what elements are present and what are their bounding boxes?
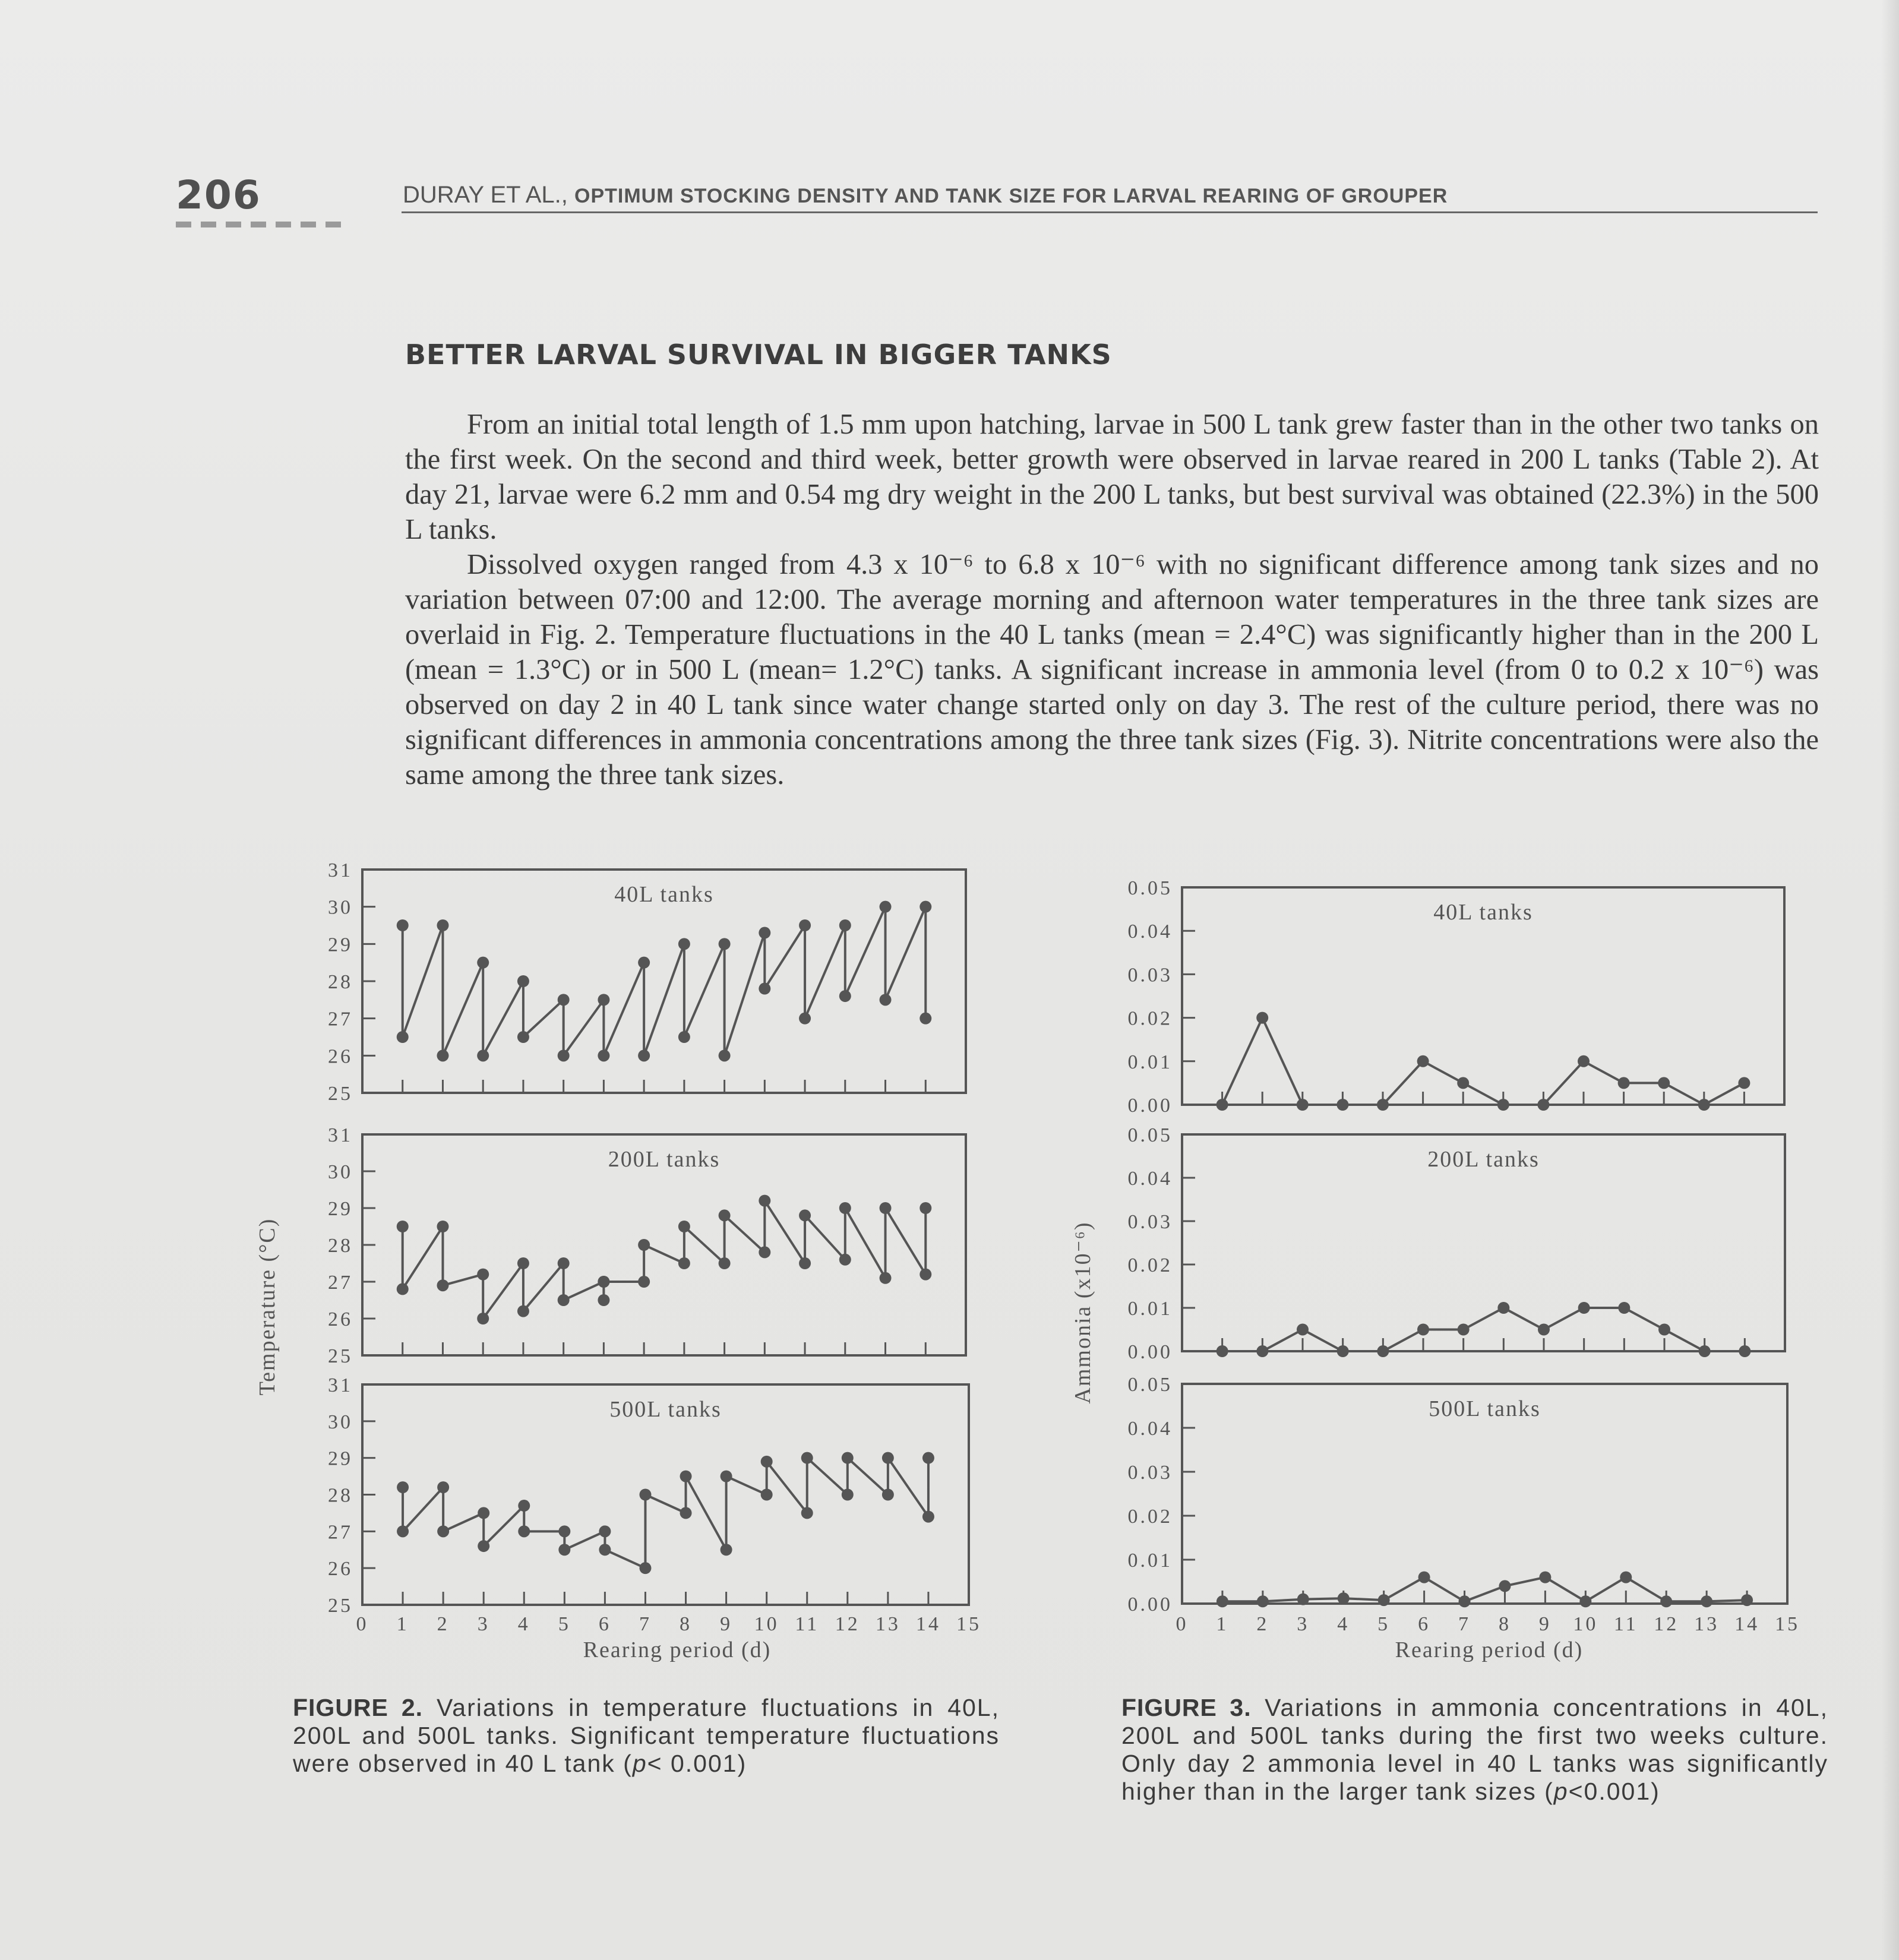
fig2-panel-2-ytick-label: 27 (328, 1272, 353, 1294)
fig3-panel-2-title: 200L tanks (1427, 1147, 1540, 1172)
fig3-panel-3-data-point (1459, 1595, 1471, 1607)
fig2-panel-3-data-point (639, 1489, 651, 1501)
fig2-panel-2-data-point (397, 1221, 409, 1232)
figure2-caption-p: p (632, 1750, 647, 1777)
fig3-panel-2-data-point (1739, 1345, 1751, 1357)
fig2-panel-3-data-point (882, 1489, 894, 1501)
fig3-panel-3-title: 500L tanks (1429, 1396, 1541, 1421)
fig3-panel-1-data-point (1738, 1077, 1750, 1089)
fig3-panel-1-data-point (1658, 1077, 1670, 1089)
fig3-panel-3-data-point (1217, 1595, 1228, 1607)
fig2-panel-2-data-point (397, 1283, 409, 1295)
fig3-panel-1-ytick-label: 0.02 (1127, 1007, 1173, 1030)
fig3-panel-1-data-point (1297, 1099, 1309, 1111)
fig3-panel-2-data-point (1699, 1345, 1711, 1357)
fig2-panel-3-ytick-label: 29 (328, 1447, 353, 1470)
fig3-xtick-label: 8 (1498, 1613, 1511, 1635)
fig2-panel-1-data-point (799, 1013, 811, 1025)
fig2-panel-2-data-point (558, 1294, 570, 1306)
fig3-panel-3-ytick-label: 0.04 (1127, 1418, 1173, 1440)
fig2-panel-3-data-point (680, 1471, 692, 1482)
fig2-xtick-label: 7 (639, 1613, 652, 1635)
fig2-panel-2-ytick-label: 30 (328, 1161, 353, 1183)
fig3-panel-2-data-point (1458, 1324, 1470, 1336)
fig2-panel-3-data-point (397, 1481, 409, 1493)
paragraph-2: Dissolved oxygen ranged from 4.3 x 10⁻⁶ to 6.8 x 10⁻⁶ with no significant difference among tank sizes and no variation between 07:00 and 12:00. The average morning and afternoon water temperatures in the three tank sizes are overlaid in Fig. 2. Temperature fluctuations in the 40 L tanks (mean = 2.4°C) was significantly higher than in the 200 L (mean = 1.3°C) or in 500 L (mean= 1.2°C) tanks. A significant increase in ammonia level (from 0 to 0.2 x 10⁻⁶) was observed on day 2 in 40 L tank since water change started only on day 3. The rest of the culture period, there was no significant differences in ammonia concentrations among the three tank sizes (Fig. 3). Nitrite concentrations were also the same among the three tank sizes. (405, 549, 1819, 791)
fig2-panel-1-data-point (477, 957, 489, 969)
fig3-panel-2-ytick-label: 0.04 (1127, 1168, 1173, 1190)
fig2-panel-1-data-point (517, 1031, 529, 1043)
fig3-panel-3-data-point (1499, 1580, 1511, 1592)
fig3-panel-2-data-point (1538, 1324, 1550, 1336)
fig2-panel-3-title: 500L tanks (609, 1397, 722, 1422)
fig2-panel-2-data-point (598, 1294, 609, 1306)
fig2-panel-3-data-point (882, 1452, 894, 1464)
fig2-panel-3-data-point (721, 1471, 732, 1482)
fig2-panel-2-data-point (880, 1202, 892, 1214)
fig2-xtick-label: 13 (875, 1613, 900, 1635)
fig3-panel-2-ytick-label: 0.00 (1127, 1341, 1173, 1363)
fig2-panel-2-ytick-label: 25 (328, 1345, 353, 1367)
fig2-panel-2-ytick-label: 31 (328, 1124, 353, 1146)
fig2-panel-3-data-point (558, 1544, 570, 1556)
fig2-panel-3-data-point (721, 1544, 732, 1556)
fig2-panel-2-data-point (719, 1209, 731, 1221)
fig2-panel-1-data-point (638, 957, 650, 969)
fig3-panel-1-ytick-label: 0.04 (1127, 921, 1173, 943)
fig2-panel-3-data-point (397, 1525, 409, 1537)
fig3-panel-3-data-point (1660, 1595, 1672, 1607)
fig2-panel-2-data-point (759, 1195, 770, 1207)
running-head-title: OPTIMUM STOCKING DENSITY AND TANK SIZE FOR LARVAL REARING OF GROUPER (574, 185, 1448, 207)
fig3-xtick-label: 14 (1734, 1613, 1760, 1635)
fig3-panel-1-ytick-label: 0.01 (1127, 1051, 1173, 1073)
fig2-panel-3-data-point (437, 1481, 449, 1493)
fig3-xtick-label: 13 (1694, 1613, 1720, 1635)
fig2-panel-3-data-point (761, 1456, 773, 1468)
fig2-panel-2-data-point (638, 1276, 650, 1288)
fig2-panel-1-data-point (759, 927, 770, 939)
fig2-panel-3-data-point (599, 1544, 611, 1556)
fig2-panel-1-ytick-label: 30 (328, 896, 353, 919)
fig3-panel-2-ytick-label: 0.02 (1127, 1254, 1173, 1276)
fig2-panel-3-ytick-label: 31 (328, 1374, 353, 1396)
fig2-panel-2-data-point (839, 1202, 851, 1214)
fig3-panel-3-data-point (1579, 1595, 1591, 1607)
fig2-panel-3-data-point (680, 1507, 692, 1519)
fig2-panel-2-ytick-label: 29 (328, 1198, 353, 1220)
fig3-panel-1-data-point (1417, 1055, 1429, 1067)
fig3-panel-3-data-point (1338, 1592, 1350, 1604)
fig3-panel-3-data-point (1378, 1594, 1390, 1606)
page-number: 206 (176, 172, 261, 218)
fig2-panel-2-ytick-label: 26 (328, 1308, 353, 1330)
fig2-panel-2-data-point (678, 1257, 690, 1269)
fig2-panel-3-data-point (801, 1452, 813, 1464)
figure3-caption-p: p (1553, 1778, 1569, 1805)
fig2-xtick-label: 10 (754, 1613, 779, 1635)
fig2-xtick-label: 5 (558, 1613, 571, 1635)
fig2-panel-1-data-point (517, 975, 529, 987)
fig3-xtick-label: 10 (1573, 1613, 1598, 1635)
fig2-panel-3-data-point (478, 1507, 489, 1519)
fig2-panel-3-ytick-label: 26 (328, 1558, 353, 1580)
fig2-xtick-label: 12 (835, 1613, 860, 1635)
fig2-panel-3-ytick-label: 27 (328, 1521, 353, 1544)
fig2-panel-1-data-point (558, 1049, 570, 1061)
fig2-panel-2-data-point (678, 1221, 690, 1232)
fig2-panel-1-data-point (598, 1049, 609, 1061)
fig2-xtick-label: 4 (517, 1613, 530, 1635)
fig2-panel-2-data-point (759, 1246, 770, 1258)
fig3-panel-3-data-point (1620, 1572, 1632, 1583)
fig3-panel-3-data-point (1741, 1594, 1753, 1606)
fig2-panel-3-data-point (842, 1489, 854, 1501)
fig2-panel-2-data-point (920, 1202, 931, 1214)
fig3-panel-1-data-point (1537, 1099, 1549, 1111)
fig2-panel-1-data-point (920, 1013, 931, 1025)
fig2-panel-1-data-point (678, 1031, 690, 1043)
figure3-caption-text: Variations in ammonia concentrations in 40L, 200L and 500L tanks during the first two weeks culture. Only day 2 ammonia level in 40 L tanks was significantly higher than in the larger tank sizes ( (1121, 1694, 1828, 1805)
fig2-panel-1-data-point (719, 938, 731, 950)
figure3-caption-label: FIGURE 3. (1121, 1694, 1252, 1721)
fig3-xtick-label: 1 (1216, 1613, 1229, 1635)
fig3-panel-1-data-point (1336, 1099, 1348, 1111)
fig2-panel-2-data-point (477, 1269, 489, 1281)
fig2-panel-2-data-point (719, 1257, 731, 1269)
fig2-panel-1-ytick-label: 25 (328, 1083, 353, 1105)
fig2-panel-2-data-point (839, 1254, 851, 1266)
fig2-panel-3-data-point (518, 1500, 530, 1512)
fig2-panel-3-data-point (437, 1525, 449, 1537)
fig2-panel-1-data-point (839, 919, 851, 931)
fig2-panel-1-data-point (759, 983, 770, 995)
fig3-xtick-label: 15 (1775, 1613, 1800, 1635)
fig3-xtick-label: 11 (1613, 1613, 1638, 1635)
fig2-panel-2-title: 200L tanks (608, 1147, 721, 1172)
fig2-panel-3-ytick-label: 25 (328, 1595, 353, 1617)
fig3-panel-2-data-point (1337, 1345, 1349, 1357)
fig3-panel-1-ytick-label: 0.00 (1127, 1095, 1173, 1117)
fig2-panel-1-data-point (839, 990, 851, 1002)
fig2-x-axis-title: Rearing period (d) (583, 1637, 772, 1662)
fig3-panel-3-ytick-label: 0.05 (1127, 1374, 1173, 1396)
fig2-panel-2-data-point (799, 1209, 811, 1221)
fig3-panel-2-ytick-label: 0.03 (1127, 1211, 1173, 1233)
fig3-panel-3-data-point (1297, 1594, 1309, 1605)
fig3-panel-2-data-point (1417, 1324, 1429, 1336)
fig3-panel-2-ytick-label: 0.01 (1127, 1298, 1173, 1320)
fig3-panel-1-data-point (1217, 1099, 1228, 1111)
fig3-panel-1-title: 40L tanks (1433, 900, 1533, 925)
fig2-panel-3-data-point (842, 1452, 854, 1464)
fig2-panel-1-data-point (719, 1049, 731, 1061)
fig2-xtick-label: 9 (720, 1613, 733, 1635)
fig2-panel-1-title: 40L tanks (614, 882, 714, 907)
fig2-panel-1-data-point (638, 1049, 650, 1061)
fig3-panel-1-ytick-label: 0.03 (1127, 964, 1173, 987)
fig3-panel-2-data-point (1658, 1324, 1670, 1336)
fig3-panel-3-ytick-label: 0.03 (1127, 1462, 1173, 1484)
fig3-xtick-label: 9 (1538, 1613, 1552, 1635)
fig2-panel-1-data-point (880, 994, 892, 1006)
fig3-panel-3-ytick-label: 0.00 (1127, 1594, 1173, 1616)
fig3-y-axis-title: Ammonia (x10⁻⁶) (1070, 1221, 1095, 1404)
fig2-panel-1-ytick-label: 29 (328, 934, 353, 956)
fig2-panel-3-data-point (922, 1511, 934, 1523)
fig3-panel-2-data-point (1256, 1345, 1268, 1357)
fig3-panel-3-data-point (1701, 1595, 1712, 1607)
fig2-panel-1-data-point (558, 994, 570, 1006)
fig2-panel-2-data-point (477, 1313, 489, 1324)
fig2-panel-1-ytick-label: 27 (328, 1008, 353, 1030)
fig3-panel-3-ytick-label: 0.01 (1127, 1550, 1173, 1572)
fig2-panel-1-data-point (920, 901, 931, 913)
fig2-panel-1-ytick-label: 28 (328, 971, 353, 993)
fig2-panel-2-data-point (437, 1221, 448, 1232)
fig2-panel-1-data-point (880, 901, 892, 913)
fig3-x-axis-title: Rearing period (d) (1395, 1637, 1584, 1662)
fig3-panel-1-data-point (1578, 1055, 1590, 1067)
fig2-panel-3-ytick-label: 30 (328, 1411, 353, 1433)
figure2-caption-label: FIGURE 2. (293, 1694, 424, 1721)
paragraph-1: From an initial total length of 1.5 mm upon hatching, larvae in 500 L tank grew faster than in the other two tanks on the first week. On the second and third week, better growth were observed in larvae reared in 200 L tanks (Table 2). At day 21, larvae were 6.2 mm and 0.54 mg dry weight in the 200 L tanks, but best survival was obtained (22.3%) in the 500 L tanks. (405, 409, 1819, 545)
fig3-panel-1-data-point (1457, 1077, 1469, 1089)
fig3-xtick-label: 3 (1297, 1613, 1310, 1635)
fig2-panel-3-data-point (801, 1507, 813, 1519)
fig3-xtick-label: 7 (1458, 1613, 1471, 1635)
fig3-panel-2-data-point (1497, 1302, 1509, 1314)
fig2-panel-1-data-point (437, 919, 448, 931)
figure2-caption-text: Variations in temperature fluctuations in 40L, 200L and 500L tanks. Significant temperature fluctuations were observed in 40 L tank ( (293, 1694, 1000, 1777)
fig2-panel-1-ytick-label: 31 (328, 859, 353, 881)
fig3-panel-2-data-point (1377, 1345, 1389, 1357)
fig3-panel-1-data-point (1256, 1012, 1268, 1024)
fig3-panel-1-ytick-label: 0.05 (1127, 877, 1173, 899)
fig3-panel-3-ytick-label: 0.02 (1127, 1506, 1173, 1528)
figure3-caption-end: <0.001) (1568, 1778, 1660, 1805)
fig2-y-axis-title: Temperature (°C) (255, 1218, 280, 1396)
fig2-panel-1-data-point (397, 1031, 409, 1043)
fig3-panel-1-data-point (1618, 1077, 1630, 1089)
fig2-panel-2-data-point (638, 1239, 650, 1251)
fig2-xtick-label: 0 (356, 1613, 369, 1635)
fig3-panel-3-data-point (1539, 1572, 1551, 1583)
fig2-xtick-label: 1 (396, 1613, 409, 1635)
fig2-panel-1-data-point (437, 1049, 448, 1061)
running-head-authors: DURAY ET AL., (403, 182, 575, 208)
section-heading: BETTER LARVAL SURVIVAL IN BIGGER TANKS (405, 339, 1112, 371)
fig2-panel-3-data-point (639, 1562, 651, 1574)
fig2-xtick-label: 2 (437, 1613, 450, 1635)
fig2-panel-1-data-point (799, 919, 811, 931)
fig2-panel-3-data-point (599, 1525, 611, 1537)
fig2-panel-3-data-point (922, 1452, 934, 1464)
fig2-xtick-label: 11 (795, 1613, 820, 1635)
fig3-panel-3-data-point (1257, 1595, 1269, 1607)
fig2-panel-2-data-point (920, 1269, 931, 1281)
fig3-panel-2-data-point (1578, 1302, 1590, 1314)
fig2-xtick-label: 8 (680, 1613, 693, 1635)
fig3-panel-3-data-point (1418, 1572, 1430, 1583)
fig3-panel-2-data-point (1297, 1324, 1309, 1336)
fig3-xtick-label: 4 (1337, 1613, 1350, 1635)
fig2-panel-3-data-point (558, 1525, 570, 1537)
fig3-panel-1-data-point (1497, 1099, 1509, 1111)
fig3-panel-1-series-line (1222, 1018, 1745, 1105)
fig2-panel-3-ytick-label: 28 (328, 1484, 353, 1507)
fig2-panel-1-data-point (397, 919, 409, 931)
fig2-panel-2-ytick-label: 28 (328, 1235, 353, 1257)
fig2-xtick-label: 6 (598, 1613, 611, 1635)
fig2-panel-1-ytick-label: 26 (328, 1045, 353, 1068)
fig2-panel-2-data-point (558, 1257, 570, 1269)
fig2-panel-2-data-point (880, 1272, 892, 1284)
fig2-xtick-label: 3 (477, 1613, 490, 1635)
fig3-panel-2-data-point (1217, 1345, 1228, 1357)
fig3-panel-2-data-point (1618, 1302, 1630, 1314)
figure2-caption (293, 1694, 1000, 1778)
fig2-panel-2-data-point (598, 1276, 609, 1288)
fig2-panel-1-data-point (678, 938, 690, 950)
fig2-panel-1-data-point (598, 994, 609, 1006)
fig2-panel-1-data-point (477, 1049, 489, 1061)
fig3-xtick-label: 2 (1256, 1613, 1269, 1635)
fig3-xtick-label: 6 (1418, 1613, 1431, 1635)
fig2-panel-2-data-point (517, 1305, 529, 1317)
figure2-caption-end: < 0.001) (647, 1750, 747, 1777)
fig2-xtick-label: 15 (956, 1613, 981, 1635)
fig3-xtick-label: 0 (1176, 1613, 1189, 1635)
fig2-panel-3-data-point (518, 1525, 530, 1537)
fig2-panel-2-data-point (437, 1279, 448, 1291)
fig2-panel-2-data-point (517, 1257, 529, 1269)
fig3-panel-1-data-point (1377, 1099, 1389, 1111)
fig2-panel-3-data-point (761, 1489, 773, 1501)
fig2-xtick-label: 14 (915, 1613, 941, 1635)
fig2-panel-2-data-point (799, 1257, 811, 1269)
fig2-panel-3-data-point (478, 1540, 489, 1552)
fig3-xtick-label: 12 (1654, 1613, 1679, 1635)
figure3-caption (1121, 1694, 1828, 1806)
fig3-panel-1-data-point (1698, 1099, 1710, 1111)
fig3-xtick-label: 5 (1377, 1613, 1391, 1635)
fig3-panel-2-ytick-label: 0.05 (1127, 1124, 1173, 1146)
